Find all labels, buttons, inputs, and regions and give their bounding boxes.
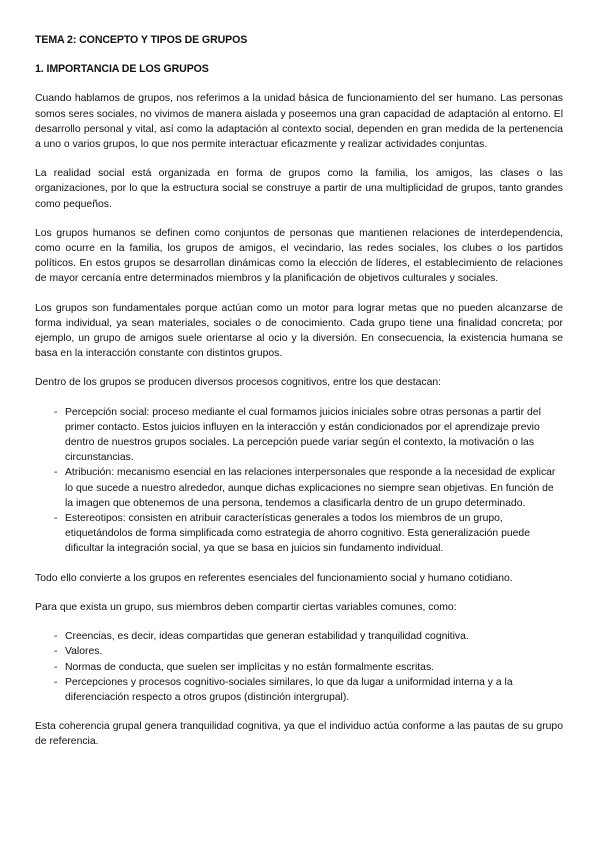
list-item: [35, 675, 563, 705]
paragraph-definition: Los grupos humanos se definen como conjuntos de personas que mantienen relaciones de interdependencia, como ocurre en la familia, los grupos de amigos, el vecindario, las redes sociales, los clubes o los partidos políticos. En estos grupos se desarrollan dinámicas como la elección de líderes, el establecimiento de relaciones de mayor cercanía entre determinados miembros y la planificación de objetivos culturales y sociales.: [35, 227, 563, 285]
bullet-dash: -: [54, 676, 58, 688]
list-item-text: Valores.: [65, 646, 103, 658]
paragraph-importance: Los grupos son fundamentales porque actúan como un motor para lograr metas que no pueden alcanzarse de forma individual, ya sean materiales, sociales o de conocimiento. Cada grupo tiene una finalidad concreta; por ejemplo, un grupo de amigos suele orientarse al ocio y la diversión. En consecuencia, la existencia humana se basa en la interacción constante con distintos grupos.: [35, 302, 563, 360]
bullet-dash: -: [54, 406, 58, 418]
shared-variables-list: [35, 629, 563, 705]
paragraph-variables-intro: Para que exista un grupo, sus miembros deben compartir ciertas variables comunes, como:: [35, 601, 457, 613]
cognitive-process-list: [35, 405, 563, 557]
list-item: [35, 629, 563, 644]
list-item-text: Creencias, es decir, ideas compartidas que generan estabilidad y tranquilidad cognitiva.: [65, 631, 469, 643]
bullet-dash: -: [54, 631, 58, 643]
list-item-text: Percepción social: proceso mediante el cual formamos juicios iniciales sobre otras personas a partir del primer contacto. Estos juicios influyen en la interacción y están condicionados por el aprendizaje previo dentro de nuestros grupos sociales. La percepción puede variar según el contexto, la motivación o las circunstancias.: [65, 406, 541, 464]
bullet-dash: -: [54, 646, 58, 658]
list-item-text: Percepciones y procesos cognitivo-sociales similares, lo que da lugar a uniformidad interna y a la diferenciación respecto a otros grupos (distinción intergrupal).: [65, 676, 513, 703]
list-item: [35, 644, 563, 659]
list-item-text: Estereotipos: consisten en atribuir características generales a todos los miembros de un grupo, etiquetándolos de forma simplificada como estrategia de ahorro cognitivo. Esta generalización puede dificultar la integración social, ya que se basa en juicios sin fundamento individual.: [65, 513, 530, 555]
paragraph-summary: Todo ello convierte a los grupos en referentes esenciales del funcionamiento social y humano cotidiano.: [35, 572, 513, 584]
list-item: [35, 405, 563, 466]
bullet-dash: -: [54, 513, 58, 525]
list-item: [35, 511, 563, 557]
paragraph-closing: Esta coherencia grupal genera tranquilidad cognitiva, ya que el individuo actúa conforme a las pautas de su grupo de referencia.: [35, 721, 563, 748]
paragraph-cognitive-intro: Dentro de los grupos se producen diversos procesos cognitivos, entre los que destacan:: [35, 377, 442, 389]
list-item-text: Atribución: mecanismo esencial en las relaciones interpersonales que responde a la necesidad de explicar lo que sucede a nuestro alrededor, aunque dichas explicaciones no siempre sean objetivas. En función de la imagen que obtenemos de una persona, tendemos a clasificarla dentro de un grupo determinado.: [65, 467, 556, 509]
paragraph-intro: Cuando hablamos de grupos, nos referimos a la unidad básica de funcionamiento del ser humano. Las personas somos seres sociales, no vivimos de manera aislada y poseemos una gran capacidad de adaptación al entorno. El desarrollo personal y vital, así como la adaptación al contexto social, dependen en gran medida de la pertenencia a uno o varios grupos, lo que nos permite interactuar eficazmente y realizar actividades conjuntas.: [35, 93, 563, 151]
document-title: TEMA 2: CONCEPTO Y TIPOS DE GRUPOS: [35, 34, 248, 46]
bullet-dash: -: [54, 661, 58, 673]
list-item: [35, 660, 563, 675]
list-item-text: Normas de conducta, que suelen ser implícitas y no están formalmente escritas.: [65, 661, 435, 673]
section-title: 1. IMPORTANCIA DE LOS GRUPOS: [35, 63, 209, 76]
paragraph-social-reality: La realidad social está organizada en forma de grupos como la familia, los amigos, las clases o las organizaciones, por lo que la estructura social se construye a partir de una multiplicidad de grupos, tanto grandes como pequeños.: [35, 168, 563, 210]
document-page: [35, 33, 563, 764]
list-item: [35, 465, 563, 511]
bullet-dash: -: [54, 467, 58, 479]
